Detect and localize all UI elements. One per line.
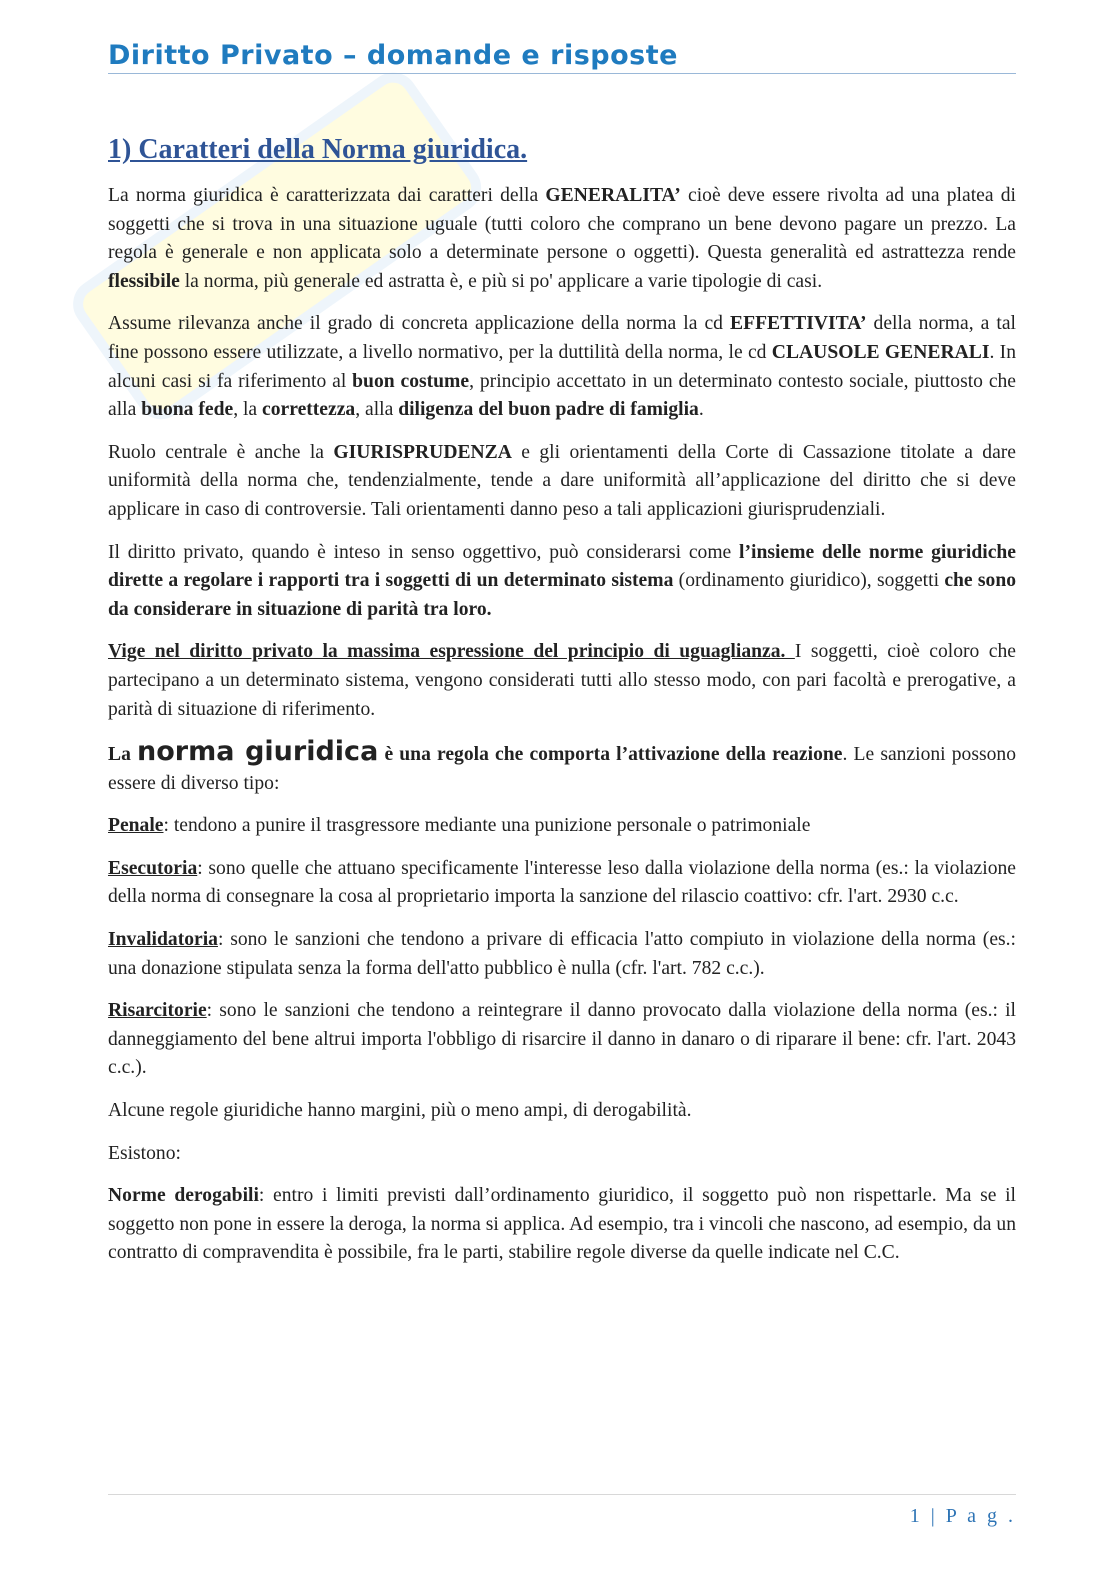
document-body: [108, 132, 1016, 1282]
sanction-penale: Penale: tendono a punire il trasgressore mediante una punizione personale o patrimoniale: [108, 815, 811, 837]
paragraph-diritto-privato: Il diritto privato, quando è inteso in senso oggettivo, può considerarsi come l’insieme delle norme giuridiche dirette a regolare i rapporti tra i soggetti di un determinato sistema (ordinamento giuridico), soggetti che sono da considerare in situazione di parità tra loro.: [108, 541, 1017, 620]
sanction-invalidatoria: Invalidatoria: sono le sanzioni che tendono a privare di efficacia l'atto compiuto in violazione della norma (es.: una donazione stipulata senza la forma dell'atto pubblico è nulla (cfr. l'art. 782 c.c.).: [108, 929, 1016, 979]
header-title: Diritto Privato – domande e risposte: [108, 40, 678, 71]
paragraph-giurisprudenza: Ruolo centrale è anche la GIURISPRUDENZA e gli orientamenti della Corte di Cassazione titolate a dare uniformità della norma che, tendenzialmente, tende a dare uniformità all’applicazione del diritto che si deve applicare in caso di controversie. Tali orientamenti danno peso a tali applicazioni giurisprudenziali.: [108, 441, 1016, 520]
page-header: [108, 40, 1016, 74]
page-number: 1 | P a g .: [909, 1505, 1016, 1527]
sanction-esecutoria: Esecutoria: sono quelle che attuano specificamente l'interesse leso dalla violazione della norma (es.: la violazione della norma di consegnare la cosa al proprietario importa la sanzione del rilascio coattivo: cfr. l'art. 2930 c.c.: [108, 857, 1016, 908]
sanction-risarcitorie: Risarcitorie: sono le sanzioni che tendono a reintegrare il danno provocato dalla violazione della norma (es.: il danneggiamento del bene altrui importa l'obbligo di risarcire il danno in danaro o di riparare il bene: cfr. l'art. 2043 c.c.).: [108, 1000, 1016, 1079]
paragraph-derogabilita: Alcune regole giuridiche hanno margini, più o meno ampi, di derogabilità.: [108, 1100, 692, 1122]
paragraph-generalita: La norma giuridica è caratterizzata dai caratteri della GENERALITA’ cioè deve essere rivolta ad una platea di soggetti che si trova in una situazione uguale (tutti coloro che comprano un bene devono pagare un prezzo. La regola è generale e non applicata solo a determinate persone o oggetti). Questa generalità ed astrattezza rende flessibile la norma, più generale ed astratta è, e più si po' applicare a varie tipologie di casi.: [108, 185, 1016, 292]
paragraph-norma-giuridica: La norma giuridica è una regola che comporta l’attivazione della reazione. Le sanzioni possono essere di diverso tipo:: [108, 736, 1016, 794]
paragraph-uguaglianza: Vige nel diritto privato la massima espressione del principio di uguaglianza. I soggetti, cioè coloro che partecipano a un determinato sistema, vengono considerati tutti allo stesso modo, con pari facoltà e prerogative, a parità di situazione di riferimento.: [108, 641, 1016, 720]
page-footer: [108, 1494, 1016, 1528]
section-title: 1) Caratteri della Norma giuridica.: [108, 134, 528, 165]
paragraph-norme-derogabili: Norme derogabili: entro i limiti previsti dall’ordinamento giuridico, il soggetto può non rispettarle. Ma se il soggetto non pone in essere la deroga, la norma si applica. Ad esempio, tra i vincoli che nascono, ad esempio, da un contratto di compravendita è possibile, fra le parti, stabilire regole diverse da quelle indicate nel C.C.: [108, 1185, 1016, 1264]
paragraph-effettivita: Assume rilevanza anche il grado di concreta applicazione della norma la cd EFFETTIVITA’ della norma, a tal fine possono essere utilizzate, a livello normativo, per la duttilità della norma, le cd CLAUSOLE GENERALI. In alcuni casi si fa riferimento al buon costume, principio accettato in un determinato contesto sociale, piuttosto che alla buona fede, la correttezza, alla diligenza del buon padre di famiglia.: [108, 313, 1017, 421]
paragraph-esistono: Esistono:: [108, 1142, 181, 1164]
